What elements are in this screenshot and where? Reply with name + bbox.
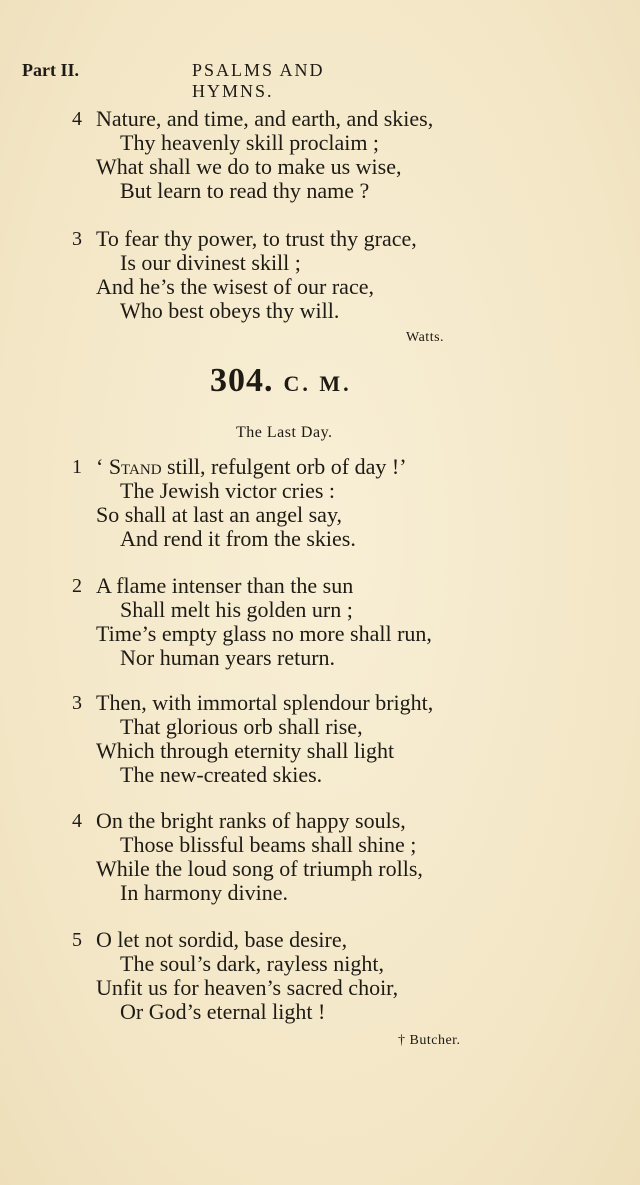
verse-line: To fear thy power, to trust thy grace, (96, 226, 417, 251)
verse-line: Then, with immortal splendour bright, (96, 690, 434, 715)
prev-stanza-3 (72, 227, 502, 323)
verse-line: What shall we do to make us wise, (96, 154, 402, 179)
prev-hymn-author: Watts. (406, 330, 445, 345)
hymn-author: † Butcher. (398, 1033, 461, 1048)
header-part: Part II. (22, 60, 79, 80)
verse-line: Nature, and time, and earth, and skies, (96, 106, 434, 131)
verse-line: Nor human years return. (120, 645, 336, 670)
running-header (22, 60, 412, 101)
verse-first-word: ‘ Stand (96, 454, 162, 479)
stanza-number: 1 (72, 456, 82, 478)
stanza-number: 2 (72, 575, 82, 597)
verse-line: And rend it from the skies. (120, 526, 356, 551)
stanza-number: 5 (72, 929, 82, 951)
hymn-number-value: 304. (210, 362, 274, 399)
hymn-number (210, 362, 410, 400)
verse-line: In harmony divine. (120, 880, 289, 905)
verse-line: Which through eternity shall light (96, 738, 395, 763)
verse-line: O let not sordid, base desire, (96, 927, 348, 952)
verse-line: Time’s empty glass no more shall run, (96, 621, 432, 646)
verse-line: But learn to read thy name ? (120, 178, 370, 203)
verse-line: The Jewish victor cries : (120, 478, 336, 503)
verse-line: The new-created skies. (120, 762, 323, 787)
verse-line: On the bright ranks of happy souls, (96, 808, 406, 833)
verse-line: And he’s the wisest of our race, (96, 274, 374, 299)
verse-line: The soul’s dark, rayless night, (120, 951, 384, 976)
hymn-stanza-2 (72, 574, 502, 670)
stanza-number: 4 (72, 810, 82, 832)
hymn-stanza-4 (72, 809, 502, 905)
verse-line: Or God’s eternal light ! (120, 999, 326, 1024)
hymn-meter: C. M. (283, 371, 352, 396)
verse-line: Who best obeys thy will. (120, 298, 340, 323)
stanza-number: 3 (72, 692, 82, 714)
prev-stanza-4 (72, 107, 502, 203)
verse-line: While the loud song of triumph rolls, (96, 856, 423, 881)
verse-line: That glorious orb shall rise, (120, 714, 363, 739)
hymn-stanza-1 (72, 455, 502, 551)
hymn-title: The Last Day. (236, 424, 333, 441)
verse-line: Thy heavenly skill proclaim ; (120, 130, 380, 155)
verse-line: Those blissful beams shall shine ; (120, 832, 417, 857)
header-title: PSALMS AND HYMNS. (192, 60, 325, 101)
hymn-stanza-3 (72, 691, 502, 787)
verse-line: So shall at last an angel say, (96, 502, 343, 527)
hymn-stanza-5 (72, 928, 502, 1024)
verse-line: still, refulgent orb of day !’ (161, 454, 407, 479)
verse-line: Unfit us for heaven’s sacred choir, (96, 975, 399, 1000)
verse-line: Shall melt his golden urn ; (120, 597, 353, 622)
verse-line: Is our divinest skill ; (120, 250, 301, 275)
stanza-number: 4 (72, 108, 82, 130)
verse-line: A flame intenser than the sun (96, 573, 354, 598)
stanza-number: 3 (72, 228, 82, 250)
